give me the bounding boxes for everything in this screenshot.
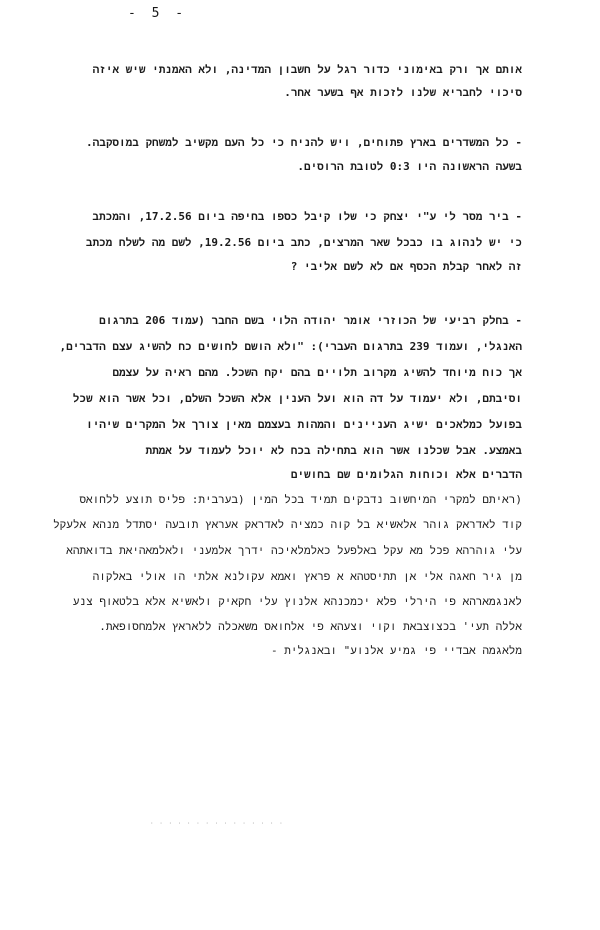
text-line: וסיבתם, ולא יעמוד על דה הוא ועל הענין אלא השכל השלם, וכל אשר הוא שכל bbox=[72, 392, 522, 405]
text-line: - כל המשדרים בארץ פתוחים, ויש להניח כי כל העם מקשיב למשחק במוסקבה. bbox=[86, 136, 522, 149]
text-line: קוד לאדראק גוהר אלאשיא בל קוה כמציה לאדראק אעראץ תובעה יסתדל מנהא אלעקל bbox=[53, 518, 522, 531]
text-line: מלאגמה אבדיי פי גמיע אלנוע" ובאנגלית - bbox=[270, 644, 522, 657]
text-line: עלי גוהרהא פכל מא עקל באלפעל כאלמלאיכה ידרך אלמעני ולאלמאהיאת בדואתהא bbox=[66, 544, 522, 557]
text-line: אותם אך ורק באימוני כדור רגל על חשבון המדינה, ולא האמנתי שיש איזה bbox=[92, 63, 522, 76]
text-line: אללה תעי' בכצוצבאת וקוי וצעהא פי אלחואס משאכלה ללאראץ אלמחסופאת. bbox=[99, 620, 522, 633]
text-line: - ביר מסר לי ע"י יצחק כי שלו קיבל כספו בחיפה ביום 17.2.56, והמכתב bbox=[92, 210, 522, 223]
text-line: לאנגמארהא פי הירלי פלא יכמכנהא אלנוץ עלי חקאיק ולאשיא אלא בלטאוף צנע bbox=[72, 595, 522, 608]
text-line: - בחלק רביעי של הכוזרי אומר יהודה הלוי בשם החבר (עמוד 206 בתרגום bbox=[99, 314, 522, 327]
text-line: באמצע. אבל שכלנו אשר הוא בתחילה בכח לא יוכל לעמוד על אמתת bbox=[145, 444, 522, 457]
scan-artifact: · · · · · · · · · · · · · · · bbox=[150, 820, 284, 827]
text-line: (ראיתם למקרי המיחשוב נדבקים תמיד בכל המין (בערבית: פליס תוצע ללחואס bbox=[79, 493, 522, 506]
text-line: מן גיר חאגה אלי אן תתיסטהא א פראץ ואמא עקולנא אלתי הו אולי באלקוה bbox=[92, 570, 522, 583]
text-line: סיכוי לחבריא שלנו לזכות אף בשער אחר. bbox=[284, 86, 522, 99]
page-number: - 5 - bbox=[128, 6, 188, 21]
text-line: בפועל כמלאכים ישיג העניינים והמהות בעצמם מאין צורך אל המקרים שיהיו bbox=[86, 418, 522, 431]
text-line: הדברים אלא וכוחות הגלומים שם בחושים bbox=[290, 468, 522, 481]
text-line: זה לאחר קבלת הכסף אם לא לשם אליבי ? bbox=[290, 260, 522, 273]
text-line: האנגלי, ועמוד 239 בתרגום העברי): "ולא הושם לחושים כח להשיג עצם הדברים, bbox=[59, 340, 522, 353]
text-line: כי יש לנהוג בו כבכל שאר המרצים, כתב ביום 19.2.56, לשם מה לשלח מכתב bbox=[85, 236, 522, 249]
text-line: אך כוח מיוחד להשיג מקרוב תלויים בהם יקח השכל. מהם ראיה על עצמם bbox=[112, 366, 522, 379]
text-line: בשעה הראשונה היו 0:3 לטובת הרוסים. bbox=[297, 160, 522, 173]
